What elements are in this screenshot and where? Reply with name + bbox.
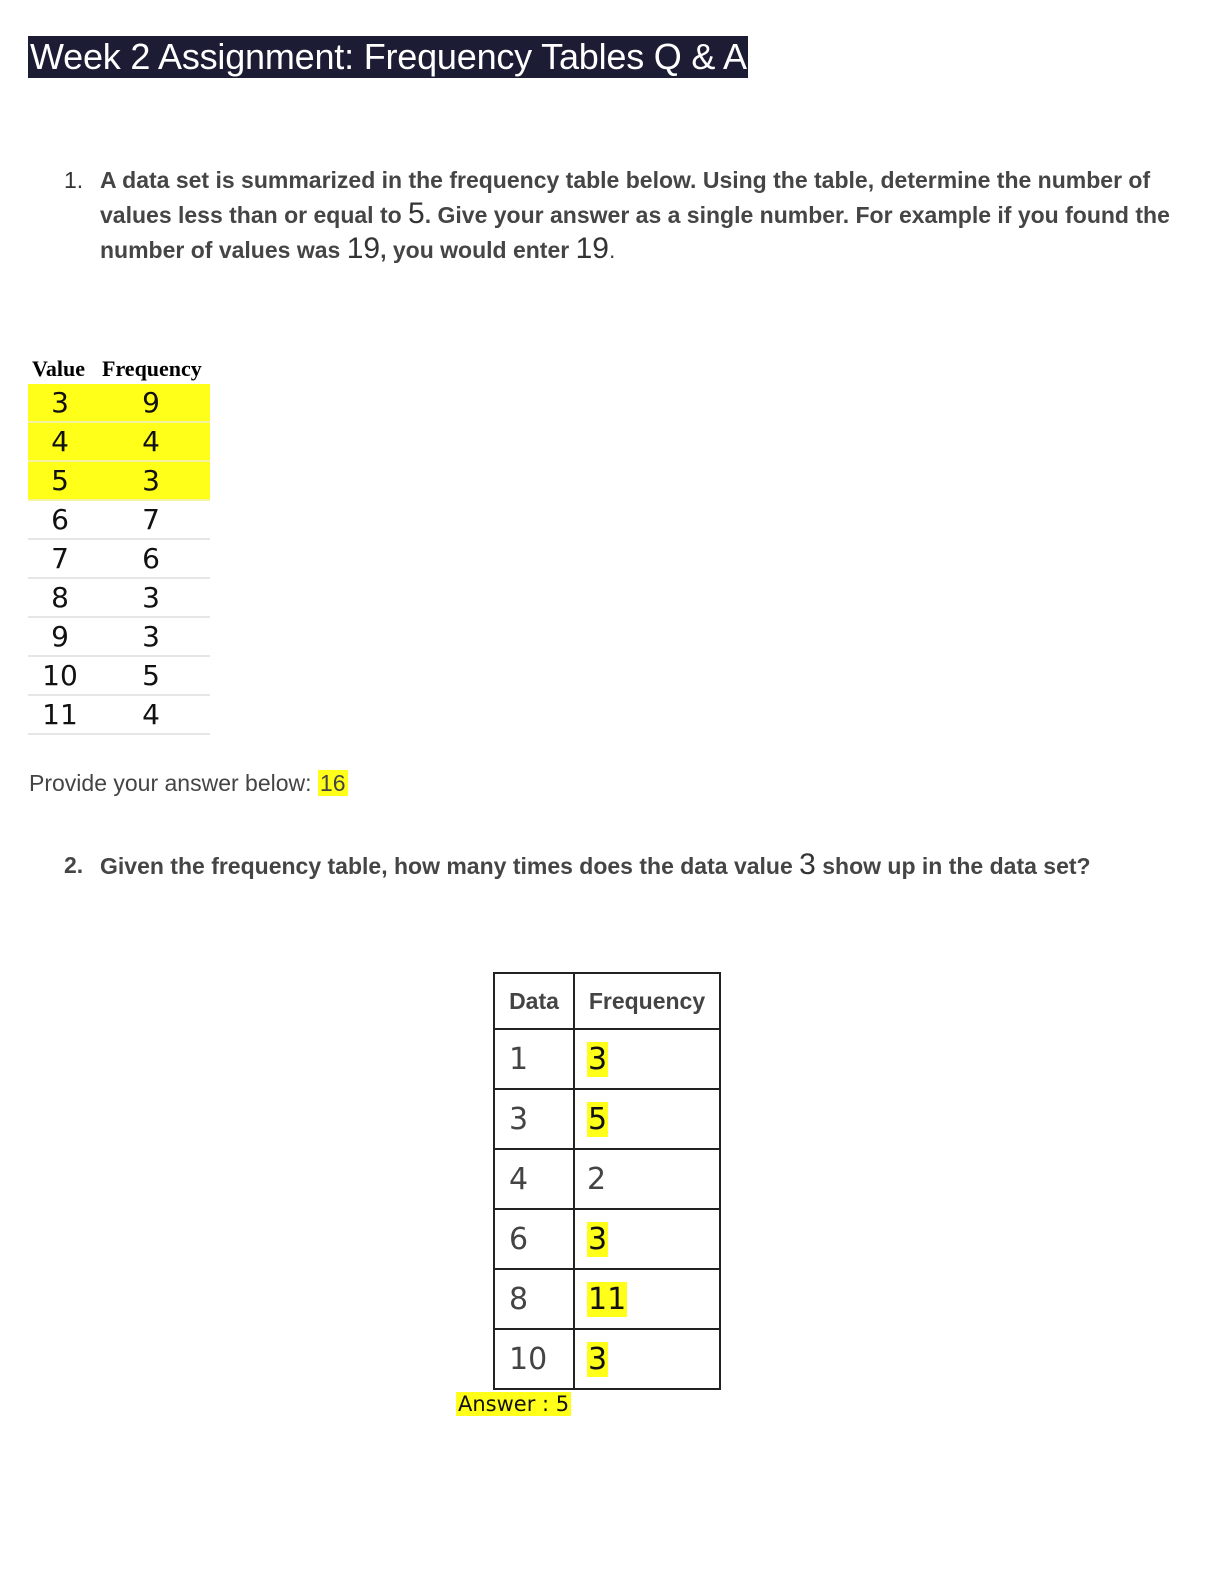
value-cell: 5 [51, 464, 69, 497]
frequency-table-1-header [28, 354, 210, 384]
frequency-cell: 7 [142, 503, 160, 536]
frequency-cell [574, 1269, 720, 1329]
answer-1-label: Provide your answer below: [29, 770, 312, 796]
table-row [28, 540, 210, 579]
frequency-cell: 9 [142, 386, 160, 419]
answer-1 [29, 770, 348, 797]
frequency-column-header: Frequency [574, 973, 720, 1029]
data-cell: 3 [494, 1089, 574, 1149]
value-cell: 3 [51, 386, 69, 419]
frequency-cell: 3 [142, 581, 160, 614]
frequency-cell [574, 1029, 720, 1089]
question-2-text-a: Given the frequency table, how many times does the data value [100, 853, 800, 879]
table-row [28, 696, 210, 735]
value-cell: 9 [51, 620, 69, 653]
value-cell: 10 [42, 659, 78, 692]
question-1-value-c: 19 [575, 232, 609, 265]
table-row [28, 501, 210, 540]
question-1-value-a: 5 [408, 197, 425, 230]
data-cell: 10 [494, 1329, 574, 1389]
value-cell: 11 [42, 698, 78, 731]
frequency-cell: 3 [142, 620, 160, 653]
question-1-text-b: . Give your answer as a single number. For example if you found the number of values was [100, 202, 1170, 263]
question-1 [64, 163, 1174, 267]
frequency-table-2-header-row [494, 973, 720, 1029]
table-row [28, 579, 210, 618]
question-2 [64, 848, 1174, 883]
frequency-cell: 6 [142, 542, 160, 575]
frequency-cell [574, 1329, 720, 1389]
page-title: Week 2 Assignment: Frequency Tables Q & A [30, 36, 747, 77]
frequency-cell: 3 [142, 464, 160, 497]
value-cell: 8 [51, 581, 69, 614]
question-2-number: 2. [64, 852, 84, 878]
frequency-value: 5 [588, 1101, 608, 1137]
frequency-cell: 4 [142, 425, 160, 458]
frequency-value: 2 [587, 1161, 607, 1197]
table-row [28, 423, 210, 462]
value-cell: 7 [51, 542, 69, 575]
table-row [494, 1329, 720, 1389]
table-row [28, 384, 210, 423]
question-1-text-d: . [608, 237, 616, 263]
value-cell: 4 [51, 425, 69, 458]
frequency-table-2 [493, 972, 721, 1390]
answer-2: Answer : 5 [458, 1392, 570, 1416]
frequency-value: 3 [588, 1221, 608, 1257]
frequency-cell [574, 1089, 720, 1149]
data-cell: 1 [494, 1029, 574, 1089]
frequency-cell [574, 1209, 720, 1269]
table-row [494, 1269, 720, 1329]
data-cell: 8 [494, 1269, 574, 1329]
frequency-cell: 4 [142, 698, 160, 731]
frequency-column-header: Frequency [102, 356, 202, 381]
frequency-cell: 5 [142, 659, 160, 692]
question-1-text [100, 163, 1174, 267]
table-row [494, 1149, 720, 1209]
frequency-table-2-rows [494, 1029, 720, 1389]
question-2-text-b: show up in the data set? [815, 853, 1091, 879]
frequency-value: 3 [588, 1341, 608, 1377]
question-1-text-c: , you would enter [380, 237, 576, 263]
table-row [494, 1089, 720, 1149]
frequency-table-1 [28, 354, 210, 735]
table-row [28, 618, 210, 657]
question-2-value-a: 3 [799, 848, 816, 881]
frequency-value: 11 [588, 1281, 627, 1317]
table-row [28, 462, 210, 501]
frequency-cell [574, 1149, 720, 1209]
frequency-table-1-rows [28, 384, 210, 735]
question-1-number: 1. [64, 167, 84, 193]
data-cell: 4 [494, 1149, 574, 1209]
table-row [494, 1209, 720, 1269]
question-1-value-b: 19 [346, 232, 381, 265]
question-1-text-a: A data set is summarized in the frequency table below. Using the table, determine the number of values less than or equal to [100, 167, 1151, 228]
data-cell: 6 [494, 1209, 574, 1269]
value-cell: 6 [51, 503, 69, 536]
table-row [494, 1029, 720, 1089]
frequency-value: 3 [588, 1041, 608, 1077]
question-2-text [100, 848, 1174, 883]
answer-1-value: 16 [319, 770, 346, 796]
table-row [28, 657, 210, 696]
data-column-header: Data [494, 973, 574, 1029]
value-column-header: Value [32, 356, 85, 381]
